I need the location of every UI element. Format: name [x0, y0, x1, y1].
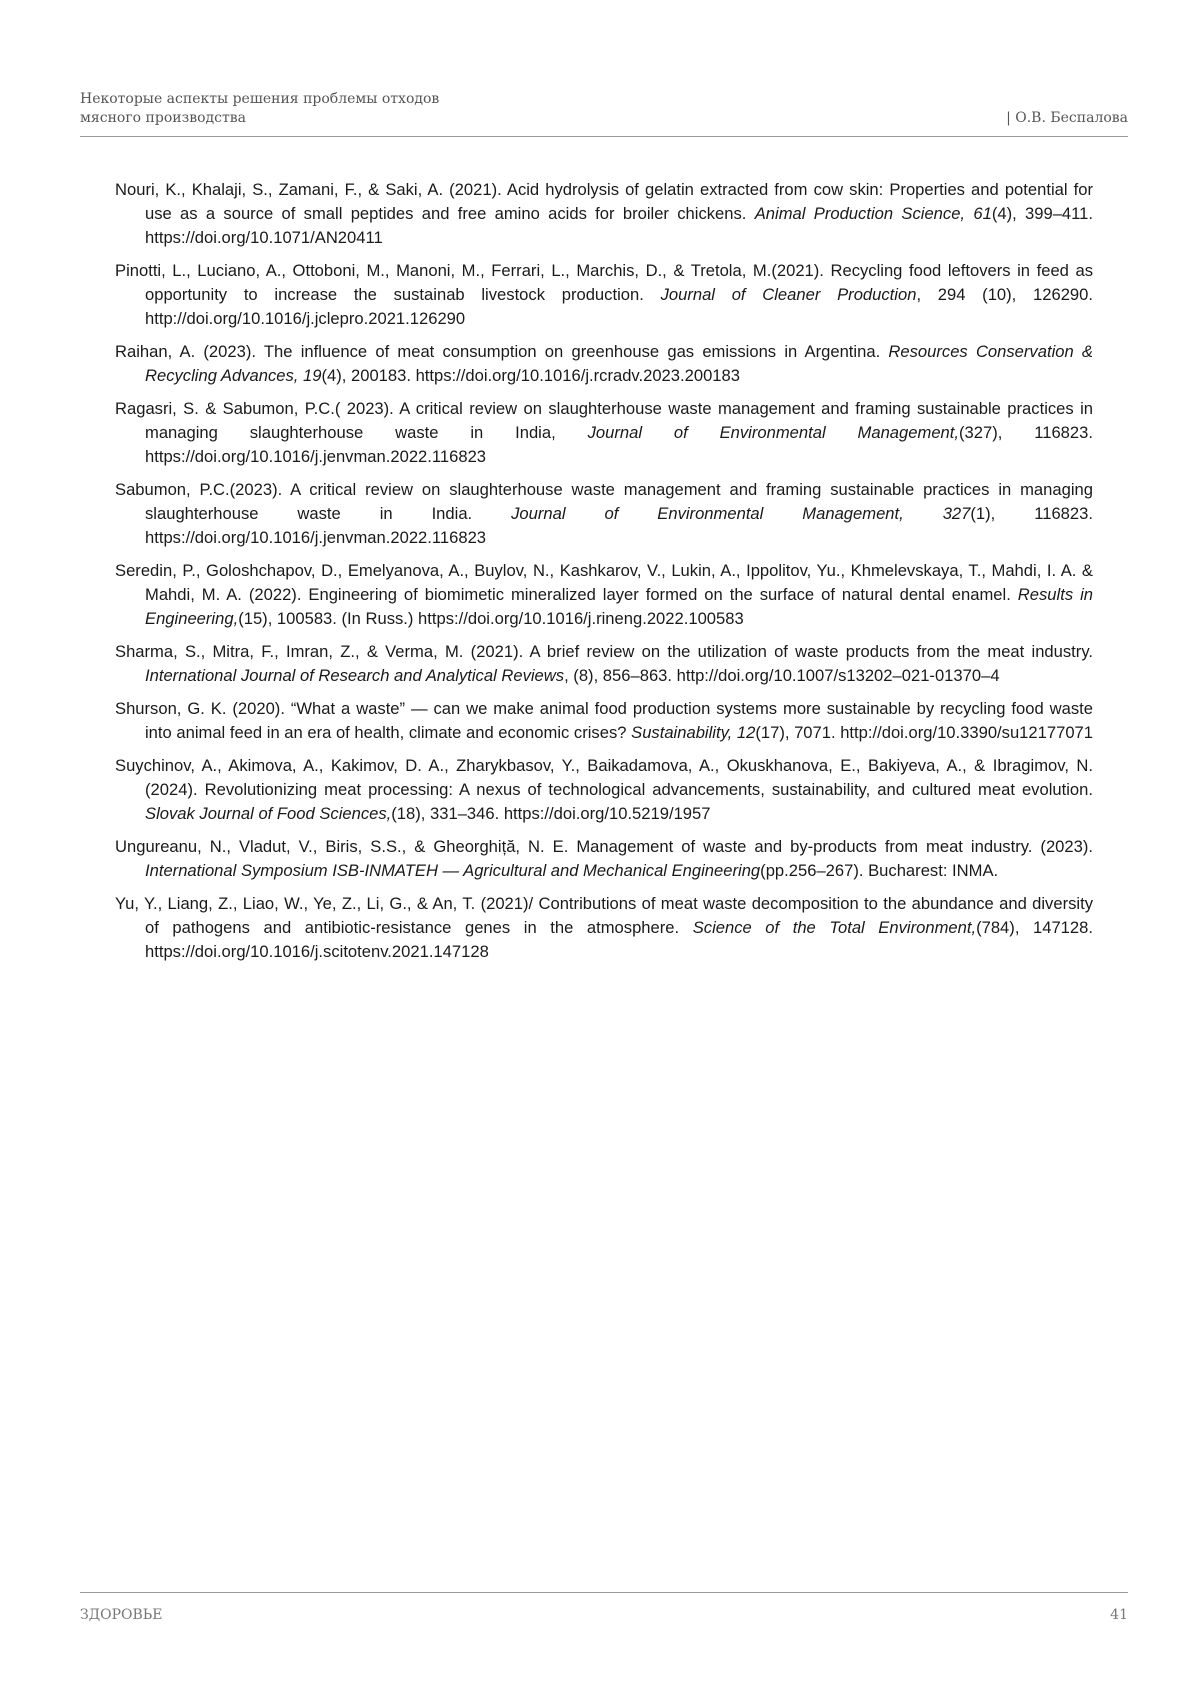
reference-source: Journal of Environmental Management, 327 — [511, 504, 971, 523]
reference-details: (18), 331–346. https://doi.org/10.5219/1957 — [391, 804, 711, 823]
reference-item — [115, 478, 1093, 550]
reference-source: Sustainability, 12 — [631, 723, 756, 742]
reference-item — [115, 178, 1093, 250]
reference-source: Journal of Cleaner Production — [660, 285, 917, 304]
page-footer — [80, 1592, 1128, 1623]
page-header — [80, 90, 1128, 137]
running-title — [80, 90, 439, 128]
reference-text: Raihan, A. (2023). The influence of meat consumption on greenhouse gas emissions in Argentina. — [115, 342, 881, 361]
reference-details: (pp.256–267). Bucharest: INMA. — [760, 861, 999, 880]
running-title-line-2: мясного производства — [80, 110, 246, 126]
reference-details: (4), 399–411. https://doi.org/10.1071/AN20411 — [145, 204, 1093, 247]
reference-item — [115, 397, 1093, 469]
page-number: 41 — [1110, 1607, 1128, 1623]
reference-source: Science of the Total Environment, — [692, 918, 977, 937]
reference-text: Sharma, S., Mitra, F., Imran, Z., & Verma, M. (2021). A brief review on the utilization of waste products from the meat industry. — [115, 642, 1093, 661]
reference-source: Animal Production Science, 61 — [754, 204, 992, 223]
reference-details: , (8), 856–863. http://doi.org/10.1007/s13202–021-01370–4 — [564, 666, 1000, 685]
reference-details: (327), 116823. https://doi.org/10.1016/j.jenvman.2022.116823 — [145, 423, 1093, 466]
reference-text: Nouri, K., Khalaji, S., Zamani, F., & Saki, A. (2021). Acid hydrolysis of gelatin extracted from cow skin: Properties and potential for use as a source of small peptides and free amino acids for broiler chickens. — [115, 180, 1093, 223]
reference-source: International Journal of Research and Analytical Reviews — [145, 666, 565, 685]
reference-item — [115, 835, 1093, 883]
reference-details: (784), 147128. https://doi.org/10.1016/j.scitotenv.2021.147128 — [145, 918, 1093, 961]
section-name: ЗДОРОВЬЕ — [80, 1607, 163, 1623]
reference-item — [115, 640, 1093, 688]
reference-details: (1), 116823. https://doi.org/10.1016/j.jenvman.2022.116823 — [145, 504, 1093, 547]
reference-details: , 294 (10), 126290. http://doi.org/10.1016/j.jclepro.2021.126290 — [145, 285, 1093, 328]
reference-text: Seredin, P., Goloshchapov, D., Emelyanova, A., Buylov, N., Kashkarov, V., Lukin, A., Ippolitov, Yu., Khmelevskaya, T., Mahdi, I. A. & Mahdi, M. A. (2022). Engineering of biomimetic mineralized layer formed on the surface of natural dental enamel. — [115, 561, 1093, 604]
reference-item — [115, 892, 1093, 964]
running-title-line-1: Некоторые аспекты решения проблемы отходов — [80, 91, 440, 107]
reference-item — [115, 559, 1093, 631]
reference-text: Yu, Y., Liang, Z., Liao, W., Ye, Z., Li, G., & An, T. (2021)/ Contributions of meat waste decomposition to the abundance and diversity of pathogens and antibiotic-resistance genes in the atmosphere. — [115, 894, 1093, 937]
running-author: | О.В. Беспалова — [1006, 110, 1128, 126]
reference-text: Suychinov, A., Akimova, A., Kakimov, D. A., Zharykbasov, Y., Baikadamova, A., Okuskhanova, E., Bakiyeva, A., & Ibragimov, N. (2024). Revolutionizing meat processing: A nexus of technological advancements, sustainability, and cultured meat evolution. — [115, 756, 1093, 799]
reference-source: Slovak Journal of Food Sciences, — [145, 804, 392, 823]
reference-list — [115, 178, 1093, 973]
reference-source: International Symposium ISB-INMATEH — Agricultural and Mechanical Engineering — [145, 861, 761, 880]
reference-item — [115, 259, 1093, 331]
reference-item — [115, 697, 1093, 745]
reference-details: (15), 100583. (In Russ.) https://doi.org/10.1016/j.rineng.2022.100583 — [238, 609, 744, 628]
reference-details: (4), 200183. https://doi.org/10.1016/j.rcradv.2023.200183 — [321, 366, 740, 385]
reference-text: Ragasri, S. & Sabumon, P.C.( 2023). A critical review on slaughterhouse waste management and framing sustainable practices in managing slaughterhouse waste in India, — [115, 399, 1093, 442]
reference-item — [115, 340, 1093, 388]
reference-text: Ungureanu, N., Vladut, V., Biris, S.S., & Gheorghiță, N. E. Management of waste and by-products from meat industry. (2023). — [115, 837, 1093, 856]
reference-source: Resources Conservation & Recycling Advances, 19 — [145, 342, 1093, 385]
reference-text: Sabumon, P.C.(2023). A critical review on slaughterhouse waste management and framing sustainable practices in managing slaughterhouse waste in India. — [115, 480, 1093, 523]
reference-source: Journal of Environmental Management, — [587, 423, 959, 442]
reference-text: Shurson, G. K. (2020). “What a waste” — can we make animal food production systems more sustainable by recycling food waste into animal feed in an era of health, climate and economic crises? — [115, 699, 1093, 742]
reference-details: (17), 7071. http://doi.org/10.3390/su12177071 — [755, 723, 1094, 742]
reference-source: Results in Engineering, — [145, 585, 1093, 628]
reference-text: Pinotti, L., Luciano, A., Ottoboni, M., Manoni, M., Ferrari, L., Marchis, D., & Tretola, M.(2021). Recycling food leftovers in feed as opportunity to increase the sustainab livestock production. — [115, 261, 1093, 304]
reference-item — [115, 754, 1093, 826]
